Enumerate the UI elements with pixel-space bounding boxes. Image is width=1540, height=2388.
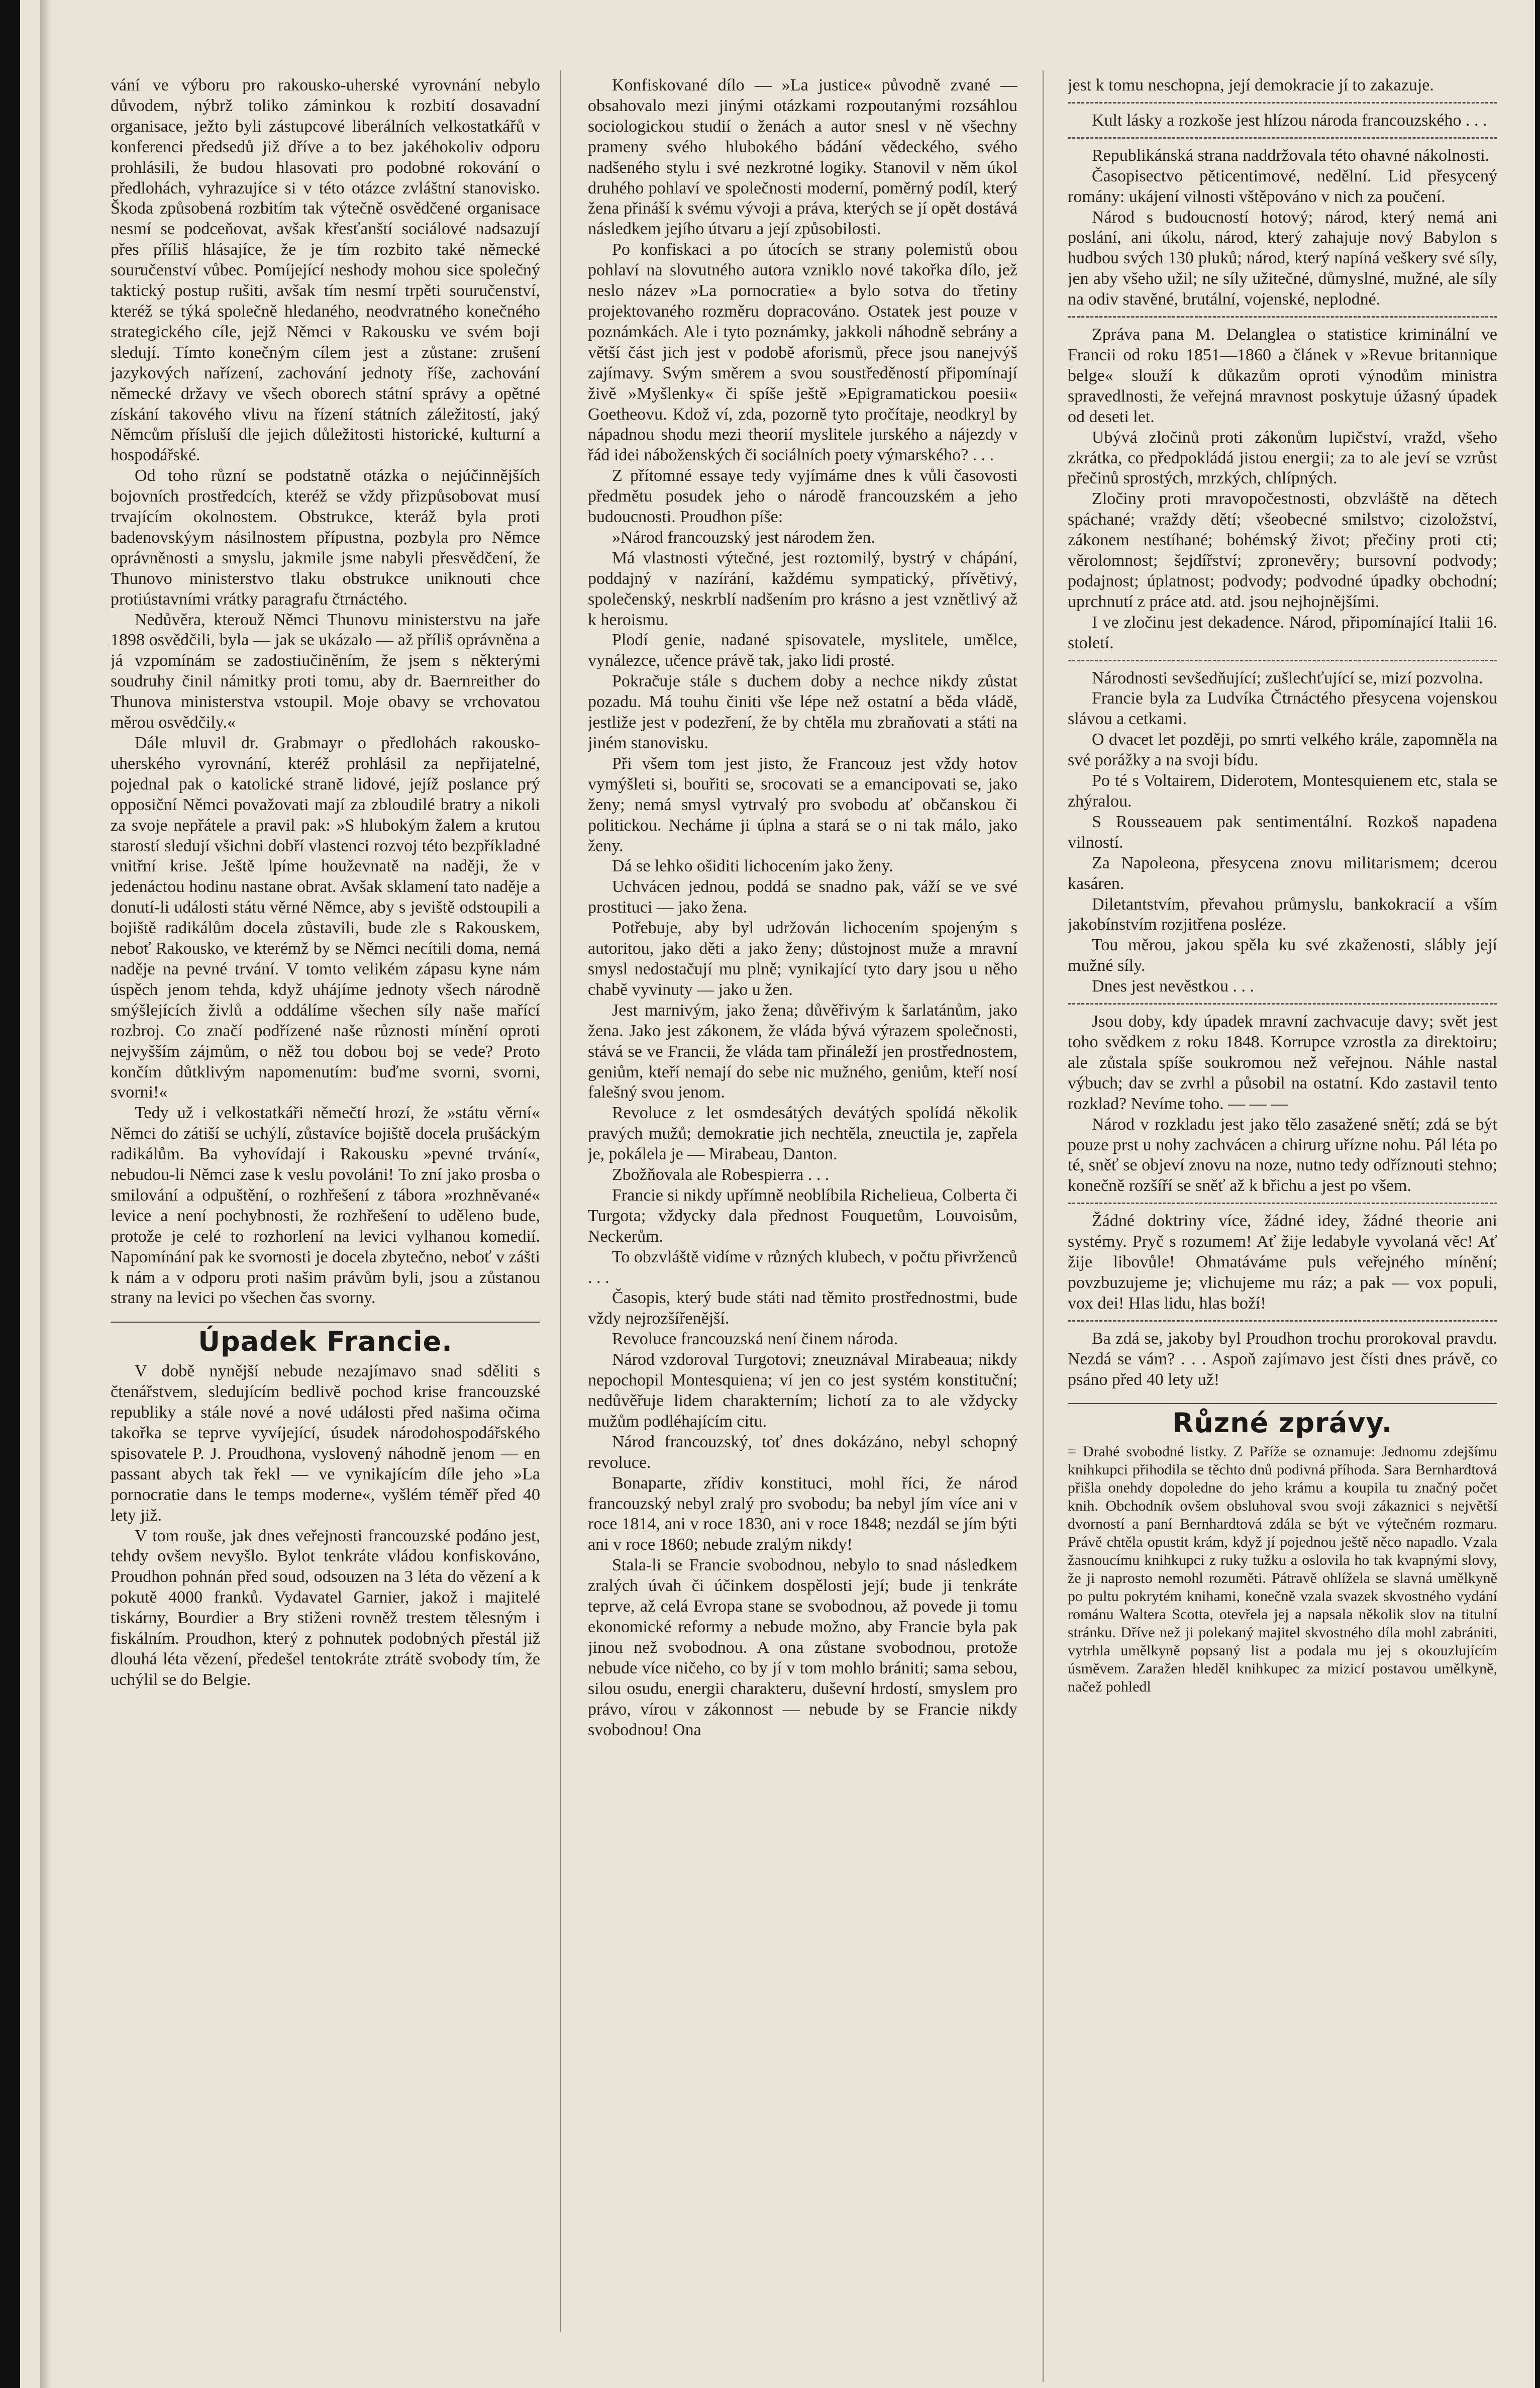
paragraph: vání ve výboru pro rakousko-uherské vyrovnání nebylo důvodem, nýbrž toliko záminkou k rozbití dosavadní organisace, ježto byli zástupcové liberálních velkostatkářů v konferenci předsedů již dříve a to bez jakéhokoliv odporu prohlásili, že budou hlasovati pro podobné rokování o předlohách, vyhrazujíce si v této otázce zvláštní stanovisko. Škoda způsobená rozbitím tak výtečně osvědčené organisace nesmí se podceňovat, avšak křesťanští sociálové nadsazují přes příliš hlásajíce, že je tím rozbito také německé souručenství vůbec. Pomíjející neshody mohou sice společný taktický postup rušiti, avšak tím nesmí trpěti souručenství, kteréž se týká společně hledaného, neodvratného konečného strategického cíle, jejž Němci v Rakousku ve svém boji sledují. Tímto konečným cílem jest a zůstane: zrušení jazykových nařízení, zachování jednoty říše, zachování německé državy ve všech oborech státní správy a opětné získání takového vlivu na řízení státních záležitostí, jaký Němcům přísluší dle jejich důležitosti historické, kulturní a hospodářské. [111, 76, 540, 465]
news-item: = Drahé svobodné listky. Z Paříže se oznamuje: Jednomu zdejšímu knihkupci přihodila se těchto dnů podivná příhoda. Sara Bernhardtová přišla onehdy dopoledne do jeho krámu a koupila tu značný počet knih. Obchodník ovšem obsluhoval svou svoji zákaznici s největší dvorností a paní Bernhardtová zdála se být ve výtečném rozmaru. Právě chtěla opustit krám, když jí pojednou ještě něco napadlo. Vzala žasnoucímu knihkupci z ruky tužku a oslovila ho tak kvapnými slovy, že ji naprosto nemohl rozuměti. Pátravě ohlížela se slavná umělkyně po pultu pokrytém knihami, konečně vzala svazek skvostného vydání románu Waltera Scotta, otevřela jej a napsala několik slov na titulní stránku. Dříve než ji polekaný majitel skvostného díla mohl zabrániti, vytrhla umělkyně popsaný list a podala mu jej s okouzlujícím úsměvem. Zaražen hleděl knihkupec za mizicí postavou umělkyně, načež pohledl [1068, 1443, 1497, 1696]
dashed-separator [1068, 316, 1497, 318]
paragraph: Dále mluvil dr. Grabmayr o předlohách rakousko-uherského vyrovnání, kteréž prohlásil za nepřijatelné, pojednal pak o katolické straně lidové, jejíž poslance prý opposiční Němci považovati mají za zbloudilé bratry a nikoli za svoje nepřátele a pravil pak: »S hlubokým žalem a krutou starostí sledují všichni dobří vlastenci rozvoj této bezpříkladné vnitřní krise. Ještě lpíme houževnatě na naději, že v jedenáctou hodinu nastane obrat. Avšak sklamení tato naděje a donutí-li události státu věrné Němce, aby s jeviště odstoupili a bojiště radikálům docela zůstavili, bude zle s Rakouskem, neboť Rakousko, ve kterémž by se Němci necítili doma, nemá naděje na pevné trvání. V tomto velikém zápasu kyne nám úspěch jenom tehda, když uhájíme jednoty všech národně smýšlejících živlů a oddálíme všechen síly naše mařící rozbroj. Co značí podřízené naše různosti mínění oproti nejvyšším zájmům, o něž tou dobou boj se vede? Proto končím důtklivým napomenutím: buďme svorni, svorni, svorni!« [111, 734, 540, 1102]
paragraph: To obzvláště vidíme v různých klubech, v počtu přivrženců . . . [588, 1247, 1017, 1287]
paragraph: Jsou doby, kdy úpadek mravní zachvacuje davy; svět jest toho svědkem z roku 1848. Korrupce vzrostla za direktoiru; ale zůstala spíše soukromou než veřejnou. Náhle nastal výbuch; dav se zvrhl a působil na ostatní. Kdo zastavil tento rozklad? Nevíme toho. — — — [1068, 1012, 1497, 1113]
paragraph: Kult lásky a rozkoše jest hlízou národa francouzského . . . [1092, 111, 1487, 130]
paragraph: O dvacet let později, po smrti velkého krále, zapomněla na své porážky a na svoji bídu. [1068, 730, 1497, 770]
paragraph: Plodí genie, nadané spisovatele, myslitele, umělce, vynálezce, učence právě tak, jako lidi prosté. [588, 631, 1017, 670]
paragraph: Má vlastnosti výtečné, jest roztomilý, bystrý v chápání, poddajný v nazírání, každému sympatický, přívětivý, společenský, neskrblí nadšením pro krásno a jest vznětlivý až k heroismu. [588, 548, 1017, 629]
paragraph: Časopisectvo pěticentimové, nedělní. Lid přesycený romány: ukájení vilnosti vštěpováno v nich za poučení. [1068, 166, 1497, 206]
paragraph: Revoluce francouzská není činem národa. [612, 1330, 898, 1349]
paragraph: Zpráva pana M. Delanglea o statistice kriminální ve Francii od roku 1851—1860 a článek v »Revue britannique belge« slouží k důkazům oproti výnodům ministra spravedlnosti, že veřejná mravnost poskytuje úžasný úpadek od deseti let. [1068, 325, 1497, 426]
paragraph: Tedy už i velkostatkáři němečtí hrozí, že »státu věrní« Němci do zátiší se uchýlí, zůstavíce bojiště docela prušáckým radikálům. Ba vyhovídají i Rakousku »pevné trvání«, nebudou-li Němci zase k veslu povoláni! To zní jako prosba o smilování a odpuštění, o rozhřešení z tábora »rozhněvané« levice a není pochybnosti, že rozhřešení to uděleno bude, protože je celé to rozhorlení na levici vylhanou komedií. Napomínání pak ke svornosti je docela zbytečno, neboť v zášti k nám a v odporu proti našim právům byli, jsou a zůstanou strany na levici po všechen čas svorny. [111, 1104, 540, 1308]
paragraph: Národ francouzský, toť dnes dokázáno, nebyl schopný revoluce. [588, 1432, 1017, 1472]
paragraph: Národ vzdoroval Turgotovi; zneuznával Mirabeaua; nikdy nepochopil Montesquiena; ví jen co jest systém konstituční; nedůvěřuje lidem charakterním; lichotí za to ale vždycky mužům podléhajícím citu. [588, 1350, 1017, 1431]
column-1 [111, 75, 540, 2317]
paragraph: Revoluce z let osmdesátých devátých spolídá několik pravých mužů; demokratie jich nechtěla, zneuctila je, zapřela je, pokálela je — Mirabeau, Danton. [588, 1104, 1017, 1164]
paragraph: Žádné doktriny více, žádné idey, žádné theorie ani systémy. Pryč s rozumem! Ať žije ledabyle vyvolaná věc! Ať žije libovůle! Ohmatáváme puls veřejného mínění; povzbuzujeme je; vlichujeme mu ráz; a pak — vox populi, vox dei! Hlas lidu, hlas boží! [1068, 1212, 1497, 1313]
paragraph: Tou měrou, jakou spěla ku své zkaženosti, slábly její mužné síly. [1068, 936, 1497, 975]
paragraph: Při všem tom jest jisto, že Francouz jest vždy hotov vymýšleti si, bouřiti se, srocovati se a emancipovati se, jako ženy; nemá smysl vytrvalý pro svobodu ať občanskou či politickou. Necháme ji úplna a stará se o ni tak málo, jako ženy. [588, 754, 1017, 855]
paragraph: Pokračuje stále s duchem doby a nechce nikdy zůstat pozadu. Má touhu činiti vše lépe než ostatní a běda vládě, jestliže jest v podezření, že by chtěla mu zbraňovati a státi na jiném stanovisku. [588, 672, 1017, 752]
paragraph: jest k tomu neschopna, její demokracie jí to zakazuje. [1068, 76, 1434, 94]
article-heading: Úpadek Francie. [198, 1326, 453, 1358]
paragraph: Francie si nikdy upřímně neoblíbila Richelieua, Colberta či Turgota; vždycky dala přednost Fouquetům, Louvoisům, Neckerům. [588, 1185, 1017, 1246]
paragraph: Potřebuje, aby byl udržován lichocením spojeným s autoritou, jako děti a jako ženy; důstojnost muže a mravní smysl nedostačují mu plně; vynikající tyto dary jsou u něho chabě vyvinuty — jako u žen. [588, 919, 1017, 999]
paragraph: Dá se lehko ošiditi lichocením jako ženy. [612, 857, 893, 876]
paragraph: Dnes jest nevěstkou . . . [1092, 977, 1254, 996]
paragraph: S Rousseauem pak sentimentální. Rozkoš napadena vilností. [1068, 812, 1497, 852]
dashed-separator [1068, 1203, 1497, 1204]
dashed-separator [1068, 1320, 1497, 1322]
paragraph: Jest marnivým, jako žena; důvěřivým k šarlatánům, jako žena. Jako jest zákonem, že vláda bývá výrazem společnosti, stává se ve Francii, že vláda tam přináleží jen prostřednostem, geniům, kteří nemají do sebe nic mužného, geniům, kteří nosí falešný svou jenom. [588, 1001, 1017, 1102]
dashed-separator [1068, 1003, 1497, 1005]
paragraph: Francie byla za Ludvíka Čtrnáctého přesycena vojenskou slávou a cetkami. [1068, 689, 1497, 729]
column-3 [1068, 75, 1497, 2357]
paragraph: Bonaparte, zřídiv konstituci, mohl říci, že národ francouzský nebyl zralý pro svobodu; ba nebyl jím více ani v roce 1814, ani v roce 1830, ani v roce 1848; nezdál se jím býti ani v roce 1860; nebude zralým nikdy! [588, 1473, 1017, 1554]
paragraph: Národ s budoucností hotový; národ, který nemá ani poslání, ani úkolu, národ, který zahajuje nový Babylon s hudbou svých 130 pluků; národ, který napíná veškery své síly, jen aby všeho užil; ne síly užitečné, důmyslné, mužné, ale síly na odiv stavěné, brutální, vojenské, neplodné. [1068, 208, 1497, 309]
paragraph: Zločiny proti mravopočestnosti, obzvláště na dětech spáchané; vraždy dětí; všeobecné smilstvo; cizoložství, zákonem nestíhané; bohémský život; přečiny proti cti; věrolomnost; šejdířství; zpronevěry; bursovní podvody; podajnost; úplatnost; podvody; podvodné úpadky obchodní; uprchnutí z práce atd. atd. jsou nejhojnějšími. [1068, 489, 1497, 611]
newspaper-page [20, 0, 1535, 2388]
paragraph: Konfiskované dílo — »La justice« původně zvané — obsahovalo mezi jinými otázkami rozpoutanými rozsáhlou sociologickou studií o ženách a autor snesl v ně všechny prameny svého hlubokého bádání vědeckého, svého nadšeného stylu i své nezkrotné logiky. Stanovil v něm úkol druhého pohlaví ve společnosti moderní, poměrný podíl, který žena přináší k svému vývoji a práva, kterých se jí opět dostává následkem jejího útvaru a její způsobilosti. [588, 76, 1017, 239]
divider [111, 1322, 540, 1323]
paragraph: »Národ francouzský jest národem žen. [612, 528, 875, 547]
paragraph: Ba zdá se, jakoby byl Proudhon trochu prorokoval pravdu. Nezdá se vám? . . . Aspoň zajímavo jest čísti dnes právě, co psáno před 40 lety už! [1068, 1329, 1497, 1389]
paragraph: Diletantstvím, převahou průmyslu, bankokracií a vším jakobínstvím rozjitřena posléze. [1068, 894, 1497, 934]
dashed-separator [1068, 102, 1497, 104]
dashed-separator [1068, 660, 1497, 661]
paragraph: V době nynější nebude nezajímavo snad sděliti s čtenářstvem, sledujícím bedlivě pochod krise francouzské republiky a stále nové a nové události před našima očima takořka se teprve vyvíjející, úsudek národohospodářského spisovatele P. J. Proudhona, vyslovený náhodně jenom — en passant abych tak řekl — ve vynikajícím díle jeho »La pornocratie dans le temps moderne«, vyšlém téměř před 40 lety již. [111, 1362, 540, 1525]
column-rule-1 [560, 70, 561, 2332]
paragraph: Republikánská strana naddržovala této ohavné nákolnosti. [1092, 146, 1490, 165]
paragraph: Národ v rozkladu jest jako tělo zasažené snětí; zdá se být pouze prst u nohy zachvácen a chirurg uřízne nohu. Pál léta po té, sněť se objeví znovu na noze, nutno tedy odříznouti stehno; konečně rozšíří se sněť až k břichu a jest po všem. [1068, 1115, 1497, 1196]
page-edge-shadow [40, 0, 51, 2388]
dashed-separator [1068, 137, 1497, 139]
paragraph: Z přítomné essaye tedy vyjímáme dnes k vůli časovosti předmětu posudek jeho o národě francouzském a jeho budoucnosti. Proudhon píše: [588, 466, 1017, 527]
paragraph: Časopis, který bude státi nad těmito prostřednostmi, bude vždy nejrozšířenější. [588, 1288, 1017, 1328]
paragraph: V tom rouše, jak dnes veřejnosti francouzské podáno jest, tehdy ovšem nevyšlo. Bylot tenkráte vládou konfiskováno, Proudhon pohnán před soud, odsouzen na 3 léta do vězení a k pokutě 4000 franků. Vydavatel Garnier, jakož i majitelé tiskárny, Bourdier a Bry stiženi rovněž trestem tělesným i fiskálním. Proudhon, který z pohnutek podobných přestál již dlouhá léta vězení, předešel tentokráte ztrátě svobody tím, že uchýlil se do Belgie. [111, 1526, 540, 1689]
column-2 [588, 75, 1017, 2367]
paragraph: Uchvácen jednou, poddá se snadno pak, váží se ve své prostituci — jako žena. [588, 877, 1017, 917]
section-heading: Různé zprávy. [1172, 1407, 1393, 1439]
paragraph: Za Napoleona, přesycena znovu militarismem; dcerou kasáren. [1068, 853, 1497, 893]
paragraph: Stala-li se Francie svobodnou, nebylo to snad následkem zralých úvah či účinkem dospělosti její; bude ji tenkráte teprve, až celá Evropa stane se svobodnou, až povede ji tomu ekonomické reformy a nebude možno, aby Francie byla pak jinou než svobodnou. A ona zůstane svobodnou, protože nebude více ničeho, co by jí v tom mohlo brániti; sama sebou, silou osudu, energii charakteru, duševní hrdostí, smyslem pro právo, vírou v zákonnost — nebude by se Francie nikdy svobodnou! Ona [588, 1556, 1017, 1739]
divider [1068, 1403, 1497, 1404]
paragraph: Od toho různí se podstatně otázka o nejúčinnějších bojovních prostředcích, kteréž se vždy přizpůsobovat musí trvajícím okolnostem. Obstrukce, kteráž byla proti badenovskýym násilnostem přípustna, pozbyla pro Němce oprávněnosti a smyslu, jakmile jsme nabyli přesvědčení, že Thunovo ministerstvo tlaku obstrukce uniknouti chce protiústavními vrátky paragrafu čtrnáctého. [111, 466, 540, 609]
paragraph: I ve zločinu jest dekadence. Národ, připomínající Italii 16. století. [1068, 613, 1497, 652]
paragraph: Po té s Voltairem, Diderotem, Montesquienem etc, stala se zhýralou. [1068, 771, 1497, 811]
paragraph: Po konfiskaci a po útocích se strany polemistů obou pohlaví na slovutného autora vzniklo nové takořka dílo, jež neslo název »La pornocratie« a bylo sotva do třetiny projektovaného rozměru dopracováno. Ostatek jest pouze v poznámkách. Ale i tyto poznámky, jakkoli náhodně sebrány a větší část jich jest v podobě aforismů, přece jsou nanejvýš zajímavy. Svým směrem a svou soustředěností připomínají živě »Myšlenky« či spíše ještě »Epigramatickou poesii« Goetheovu. Kdož ví, zda, pozorně tyto pročítaje, neodkryl by nápadnou shodu mezi theorií myslitele jurského a nájezdy v řád idei náboženských či sociálních poety výmarského? . . . [588, 240, 1017, 465]
paragraph: Národnosti sevšedňující; zušlechťující se, mizí pozvolna. [1092, 668, 1483, 687]
paragraph: Zbožňovala ale Robespierra . . . [612, 1165, 830, 1184]
paragraph: Ubývá zločinů proti zákonům lupičství, vražd, všeho zkrátka, co předpokládá jistou energii; za to ale jeví se vzrůst přečinů sprostých, mrzkých, chlípných. [1068, 428, 1497, 488]
paragraph: Nedůvěra, kterouž Němci Thunovu ministerstvu na jaře 1898 osvědčili, byla — jak se ukázalo — až příliš oprávněna a já vzpomínám se zadostiučiněním, že jsem s některými soudruhy činil námitky proti tomu, aby dr. Baernreither do Thunova ministerstva vstoupil. Moje obavy se vrchovatou měrou osvědčily.« [111, 610, 540, 732]
column-rule-2 [1043, 70, 1044, 2382]
